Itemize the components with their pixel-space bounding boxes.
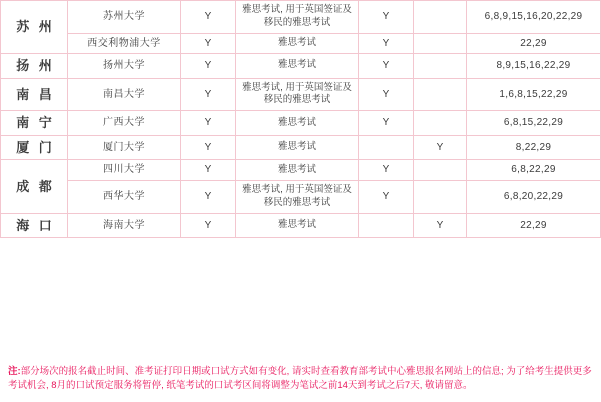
table-row [1,135,601,160]
city-cell: 苏 州 [1,1,68,54]
table-row [1,111,601,136]
schedule-table-body [1,1,601,238]
table-row [1,1,601,34]
dates-cell: 22,29 [467,213,601,238]
venue-cell: 海南大学 [68,213,181,238]
city-cell: 扬 州 [1,54,68,79]
venue-cell: 西交利物浦大学 [68,33,181,54]
exam-type-cell: 雅思考试 [236,54,359,79]
speaking-mode-cell: Y [359,111,414,136]
table-row [1,160,601,181]
extra-mode-cell [414,180,467,213]
dates-cell: 1,6,8,15,22,29 [467,78,601,111]
dates-cell: 8,22,29 [467,135,601,160]
city-cell: 海 口 [1,213,68,238]
city-cell: 南 宁 [1,111,68,136]
exam-type-cell: 雅思考试 [236,33,359,54]
speaking-mode-cell: Y [359,160,414,181]
speaking-mode-cell [359,213,414,238]
exam-type-cell: 雅思考试, 用于英国签证及移民的雅思考试 [236,180,359,213]
paper-mode-cell: Y [181,111,236,136]
dates-cell: 8,9,15,16,22,29 [467,54,601,79]
dates-cell: 6,8,20,22,29 [467,180,601,213]
venue-cell: 广西大学 [68,111,181,136]
extra-mode-cell [414,78,467,111]
speaking-mode-cell: Y [359,54,414,79]
extra-mode-cell: Y [414,135,467,160]
speaking-mode-cell: Y [359,180,414,213]
exam-type-cell: 雅思考试, 用于英国签证及移民的雅思考试 [236,78,359,111]
exam-type-cell: 雅思考试 [236,111,359,136]
extra-mode-cell: Y [414,213,467,238]
extra-mode-cell [414,111,467,136]
table-row [1,33,601,54]
dates-cell: 6,8,9,15,16,20,22,29 [467,1,601,34]
paper-mode-cell: Y [181,1,236,34]
footnote-label: 注: [8,365,21,377]
venue-cell: 南昌大学 [68,78,181,111]
speaking-mode-cell: Y [359,1,414,34]
table-row [1,213,601,238]
paper-mode-cell: Y [181,160,236,181]
paper-mode-cell: Y [181,180,236,213]
venue-cell: 四川大学 [68,160,181,181]
city-cell: 厦 门 [1,135,68,160]
table-row [1,180,601,213]
table-row [1,78,601,111]
exam-type-cell: 雅思考试 [236,160,359,181]
exam-type-cell: 雅思考试 [236,135,359,160]
venue-cell: 苏州大学 [68,1,181,34]
exam-type-cell: 雅思考试 [236,213,359,238]
venue-cell: 厦门大学 [68,135,181,160]
exam-type-cell: 雅思考试, 用于英国签证及移民的雅思考试 [236,1,359,34]
dates-cell: 22,29 [467,33,601,54]
footnote-text: 部分场次的报名截止时间、准考证打印日期或口试方式如有变化, 请实时查看教育部考试中心雅思报名网站上的信息; 为了给考生提供更多考试机会, 8月的口试预定服务将暂停, 纸笔考试的口试考区间将调整为笔试之前14天到考试之后7天, 敬请留意。 [8,365,592,392]
venue-cell: 西华大学 [68,180,181,213]
paper-mode-cell: Y [181,54,236,79]
paper-mode-cell: Y [181,213,236,238]
footnote [0,359,601,402]
city-cell: 南 昌 [1,78,68,111]
extra-mode-cell [414,1,467,34]
extra-mode-cell [414,33,467,54]
dates-cell: 6,8,22,29 [467,160,601,181]
speaking-mode-cell: Y [359,33,414,54]
paper-mode-cell: Y [181,78,236,111]
speaking-mode-cell [359,135,414,160]
city-cell: 成 都 [1,160,68,213]
paper-mode-cell: Y [181,135,236,160]
speaking-mode-cell: Y [359,78,414,111]
extra-mode-cell [414,160,467,181]
extra-mode-cell [414,54,467,79]
table-row [1,54,601,79]
dates-cell: 6,8,15,22,29 [467,111,601,136]
paper-mode-cell: Y [181,33,236,54]
venue-cell: 扬州大学 [68,54,181,79]
